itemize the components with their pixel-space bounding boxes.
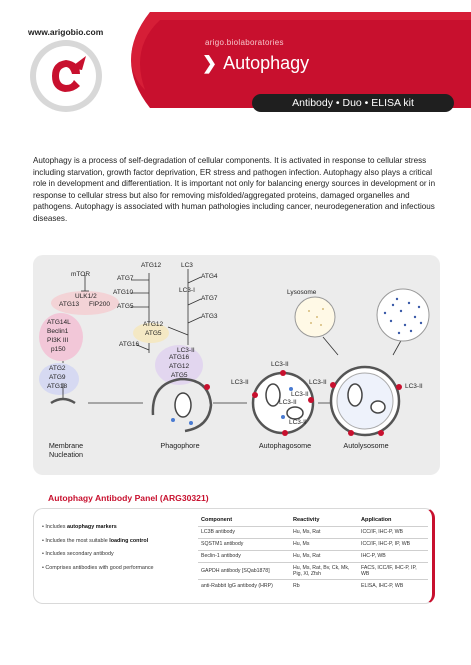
cell-reactivity: Hu, Ms, Rat [290,527,358,539]
column-header: Component [201,517,233,523]
cell-component[interactable]: anti-Rabbit IgG antibody (HRP) [198,580,290,592]
cargo-dot [171,418,175,422]
feature-item: • Comprises antibodies with good performance [42,564,154,571]
label-lc3ii-5: LC3-II [289,419,307,426]
logo-inner-circle [36,46,96,106]
label-atg12-complex: ATG12 [169,363,190,370]
page-title [202,53,309,74]
cell-reactivity: Hu, Ms [290,539,358,551]
column-header: Application [361,517,392,523]
mitochondrion [287,407,303,419]
intro-paragraph: Autophagy is a process of self-degradation of cellular components. It is activated in response to cellular stress including starvation, growth factor deprivation, ER stress and pathogen infection. Autophagy also plays a critical role in development and differentiation. It is important not only for balancing energy sources in development or in response to cellular stress but also for removing misfolded/aggregated proteins, damaged organelles and pathogens. Autophagy is associated with human pathologies including cancer, neurodegeneration and infectious diseases. [33,156,436,223]
table-row [198,539,428,551]
table-header-row [198,516,428,527]
lc3-marker [204,384,210,390]
cargo-dot [189,421,193,425]
label-atg7-b: ATG7 [201,295,218,302]
mitochondrion [348,384,362,406]
panel-features [42,523,192,577]
label-ulk1: ULK1/2 [75,293,97,300]
label-mtor: mTOR [71,271,91,278]
mitochondrion [371,401,385,413]
brand-name: arigo.biolaboratories [205,38,284,47]
product-table [198,516,428,591]
label-atg9: ATG9 [49,374,66,381]
lysosome-fusing [377,289,429,341]
label-atg16-a: ATG16 [119,341,140,348]
cell-application: ICC/IF, IHC-P, WB [358,527,428,539]
cell-component[interactable]: GAPDH antibody [SQab1878] [198,563,290,580]
website-url[interactable]: www.arigobio.com [28,27,104,37]
stage-phagophore: Phagophore [160,441,200,450]
isolation-membrane [51,399,75,403]
label-atg13: ATG13 [59,301,80,308]
label-lc3ii-4: LC3-II [279,399,297,406]
panel-title: Autophagy Antibody Panel (ARG30321) [48,493,209,503]
chevron-right-icon: ❯ [202,53,218,73]
cell-component[interactable]: LC3B antibody [198,527,290,539]
feature-item: • Includes secondary antibody [42,551,114,557]
label-atg5-a: ATG5 [117,303,134,310]
label-lc3ii-6: LC3-II [309,379,327,386]
cell-reactivity: Hu, Ms, Rat [290,551,358,563]
lc3-marker [396,384,402,390]
label-atg4: ATG4 [201,273,218,280]
label-atg16-complex: ATG16 [169,354,190,361]
label-atg5-complex: ATG5 [171,372,188,379]
title-text: Autophagy [223,53,310,73]
table-row [198,563,428,580]
cell-reactivity: Hu, Ms, Rat, Bv, Ck, Mk, Pig, Xl, Zfsh [290,563,358,580]
label-p150: p150 [51,346,66,353]
lc3-marker [348,430,354,436]
label-atg18: ATG18 [47,383,68,390]
autolysosome-lumen [337,373,393,429]
lc3-marker [330,382,336,388]
label-atg5-mid: ATG5 [145,330,162,337]
product-line-pill: Antibody • Duo • ELISA kit [252,94,454,112]
lc3-marker [280,370,286,376]
mitochondrion [266,384,280,406]
stage-autophagosome: Autophagosome [258,441,312,450]
cargo-dot [281,415,285,419]
column-header: Reactivity [293,517,320,523]
label-atg7-a: ATG7 [117,275,134,282]
table-row [198,551,428,563]
label-lc3ii-1: LC3-II [231,379,249,386]
label-lc3: LC3 [181,262,193,269]
label-fip200: FIP200 [89,301,110,308]
lc3-marker [252,392,258,398]
cell-component[interactable]: SQSTM1 antibody [198,539,290,551]
label-atg3: ATG3 [201,313,218,320]
lc3-marker [282,430,288,436]
label-lysosome: Lysosome [287,289,317,296]
table-row [198,580,428,592]
mitochondrion [175,393,191,417]
label-atg12-top: ATG12 [141,262,162,269]
feature-item: • Includes autophagy markers [42,524,117,530]
autophagy-pathway-diagram [33,255,440,475]
lc3-marker [378,430,384,436]
label-beclin1: Beclin1 [47,328,69,335]
feature-item: • Includes the most suitable loading control [42,537,149,544]
label-atg14l: ATG14L [47,319,71,326]
cell-application: ELISA, IHC-P, WB [358,580,428,592]
label-lc3ii-2: LC3-II [271,361,289,368]
label-atg10: ATG10 [113,289,134,296]
lysosome [295,297,335,337]
cell-application: ICC/IF, IHC-P, IP, WB [358,539,428,551]
table-row [198,527,428,539]
cell-reactivity: Rb [290,580,358,592]
stage-autolysosome: Autolysosome [343,441,389,450]
label-pi3k: PI3K III [47,337,69,344]
label-atg12-mid: ATG12 [143,321,164,328]
label-lc3i: LC3-I [179,287,195,294]
label-lc3ii: LC3-II [177,347,195,354]
label-atg2: ATG2 [49,365,66,372]
label-lc3ii-3: LC3-II [291,391,309,398]
stage-membrane-nucleation: Membrane Nucleation [48,441,84,459]
label-lc3ii-7: LC3-II [405,383,423,390]
cell-application: IHC-P, WB [358,551,428,563]
cell-application: FACS, ICC/IF, IHC-P, IP, WB [358,563,428,580]
cell-component[interactable]: Beclin-1 antibody [198,551,290,563]
